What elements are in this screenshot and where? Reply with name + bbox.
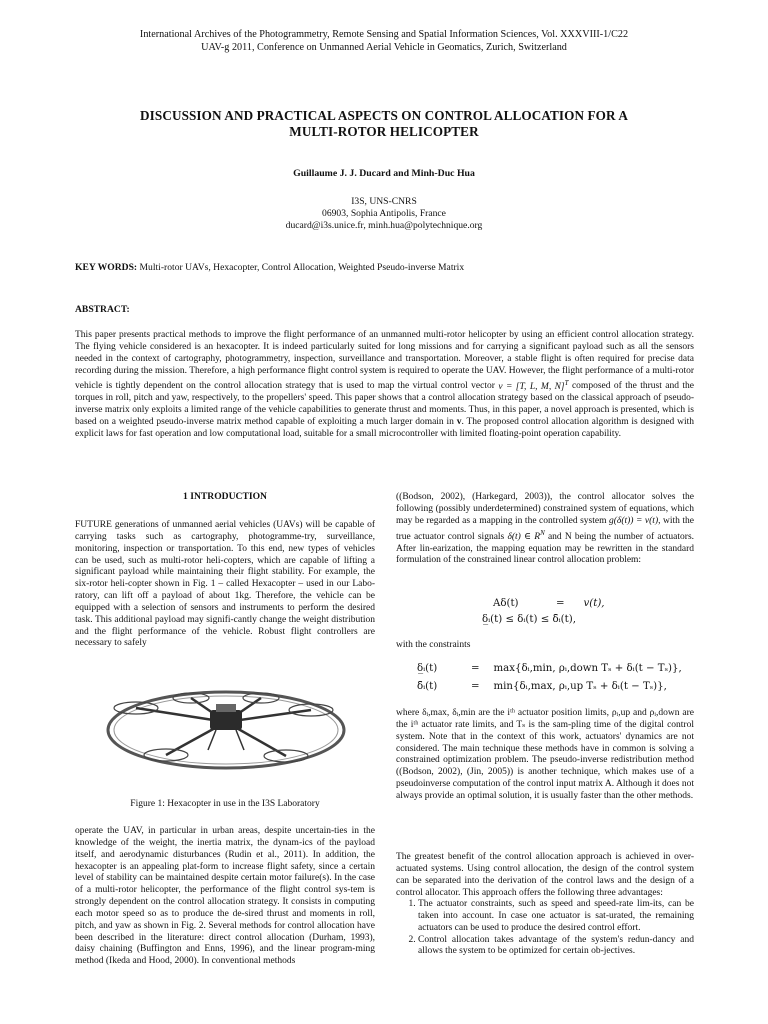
affiliation-email: ducard@i3s.unice.fr, minh.hua@polytechnique.org [285, 220, 483, 231]
abstract-v-symbol: v [456, 417, 462, 428]
title-line-2: MULTI-ROTOR HELICOPTER [289, 124, 479, 139]
abstract-heading: ABSTRACT: [75, 304, 130, 315]
list-item: 2. Control allocation takes advantage of the system's redun-dancy and allows the system to be optimized for certain ob-jectives. [418, 935, 694, 959]
intro-paragraph-1: FUTURE generations of unmanned aerial vehicles (UAVs) will be capable of carrying tasks such as cartography, photogramme-try, surveillance, monitoring, inspection or transportation. To this end, new types of vehicles can be used, such as multi-rotor heli-copters, which are capable of lifting a significant payload while maintaining their flight stability. For example, the six-rotor heli-copter shown in Fig. 1 – called Hexacopter – used in our Labo-ratory, can lift off a payload of about 1kg. Therefore, the vehicle can be equipped with a selection of sensors and instruments to perform the desired task. This additional payload may signifi-cantly change the weight distribution and the flight performance of the vehicle. Robust flight controllers are necessary to safely [75, 520, 375, 649]
right-paragraph-3: The greatest benefit of the control allocation approach is achieved in over-actuated systems. Using control allocation, the design of the control system can be separated into the derivation of the control laws and the design of a control allocator. This approach offers the following three advantages: [396, 852, 694, 898]
abstract-body [75, 330, 694, 441]
affiliation-line-2: 06903, Sophia Antipolis, France [322, 208, 446, 219]
keywords-label: KEY WORDS: [75, 262, 138, 273]
running-header-line-1: International Archives of the Photogrammetry, Remote Sensing and Spatial Information Sciences, Vol. XXXVIII-1/C22 [139, 29, 629, 40]
affiliation-line-1: I3S, UNS-CNRS [351, 196, 417, 207]
title-line-1: DISCUSSION AND PRACTICAL ASPECTS ON CONTROL ALLOCATION FOR A [140, 108, 628, 123]
constraints-intro: with the constraints [396, 640, 471, 650]
abstract-text-2: composed of the thrust and the torques in roll, pitch and yaw, respectively, to the propellers' speed. This paper shows that a control allocation strategy based on the classical approach of pseudo-inverse matrix only exploits a limited range of the vehicle capabilities to generate thrust and moments. Thus, in this paper, a novel approach is presented, which is based on a weighted pseudo-inverse matrix method capable of exploiting a much larger domain in [75, 381, 695, 428]
equation-upper-limit: δ̄ᵢ(t) = min{δᵢ,max, ρᵢ,up Tₛ + δᵢ(t − Tₛ)}, [417, 681, 667, 692]
section-heading-introduction: 1 INTRODUCTION [183, 491, 267, 502]
advantages-list [396, 899, 694, 958]
author-names: Guillaume J. J. Ducard and Minh-Duc Hua [293, 168, 475, 179]
list-item: 1. The actuator constraints, such as speed and speed-rate lim-its, can be taken into account. In case one actuator is sat-urated, the remaining actuators can be used to produce the desired control effort. [418, 899, 694, 935]
right-paragraph-2: where δᵢ,max, δᵢ,min are the iᵗʰ actuator position limits, ρᵢ,up and ρᵢ,down are the iᵗʰ actuator rate limits, and Tₛ is the sam-pling time of the digital control system. Note that in the context of this work, actuators' dynamics are not considered. The main technique these methods have in common is solving a constrained optimization problem. The pseudo-inverse redistribution method ((Bodson, 2002), (Jin, 2005)) is another technique, which makes use of a pseudoinverse computation of the control input matrix A. Although it does not always provide an optimal solution, it is usually faster than the other methods. [396, 708, 694, 801]
hexacopter-figure [96, 660, 356, 792]
intro-paragraph-2: operate the UAV, in particular in urban areas, despite uncertain-ties in the knowledge of the weight, the inertia matrix, the dynam-ics of the payload itself, and aerodynamic disturbances (Rudin et al., 2011). In addition, the hexacopter is an appealing plat-form to increase flight safety, since a certain level of stability can be maintained despite certain motor failure(s). In the case of a multi-rotor helicopter, the performance of the flight control sys-tem is strongly dependent on the control allocation strategy. It consists in computing each motor speed so as to produce the de-sired thrust and moments in roll, pitch, and yaw as shown in Fig. 2. Several methods for control allocation have been described in the literature: direct control allocation (Durham, 1993), daisy chaining (Buffington and Enns, 1996), and the linear program-ming method (Ikeda and Hood, 2000). In conventional methods [75, 826, 375, 967]
abstract-text-1: This paper presents practical methods to improve the flight performance of an unmanned multi-rotor helicopter by using an efficient control allocation strategy. The flying vehicle considered is an hexacopter. It is indeed particularly suited for long missions and for carrying a significant payload such as all the sensors needed in the context of cartography, photogrammetry, inspection, surveillance and transportation. Moreover, a stable flight is often required for precise data recording during the mission. Therefore, a high performance flight control system is required to operate the UAV. However, the flight performance of a multi-rotor vehicle is tightly dependent on the control allocation strategy that is used to map the virtual control vector [75, 330, 694, 392]
figure-1-caption: Figure 1: Hexacopter in use in the I3S Laboratory [130, 799, 320, 809]
keywords-text: Multi-rotor UAVs, Hexacopter, Control Allocation, Weighted Pseudo-inverse Matrix [139, 262, 465, 273]
equation-allocation: Aδ(t) = v(t), [493, 598, 605, 609]
abstract-vector: v = [T, L, M, N]$^T$ [498, 378, 569, 392]
equation-lower-limit: δ̲ᵢ(t) = max{δᵢ,min, ρᵢ,down Tₛ + δᵢ(t − Tₛ)}, [417, 663, 682, 674]
equation-bounds: δ̲ᵢ(t) ≤ δᵢ(t) ≤ δ̄ᵢ(t), [482, 614, 576, 625]
abstract-text-3: . The proposed control allocation algorithm is designed with explicit laws for fast operation and low computational load, suitable for a small microcontroller with limited floating-point operation capability. [75, 417, 694, 439]
keywords [75, 262, 695, 273]
paper-title [60, 108, 708, 140]
right-paragraph-1: ((Bodson, 2002), (Harkegard, 2003)), the control allocator solves the following (possibly underdetermined) constrained system of equations, which may be regarded as a mapping in the controlled system g(δ(t)) = v(t), with the true actuator control signals δ(t) ∈ $R^N$ and N being the number of actuators. After lin-earization, the mapping equation may be rewritten in the standard formulation of the constrained linear control allocation problem: [396, 492, 695, 566]
running-header-line-2: UAV-g 2011, Conference on Unmanned Aerial Vehicle in Geomatics, Zurich, Switzerland [201, 42, 567, 53]
